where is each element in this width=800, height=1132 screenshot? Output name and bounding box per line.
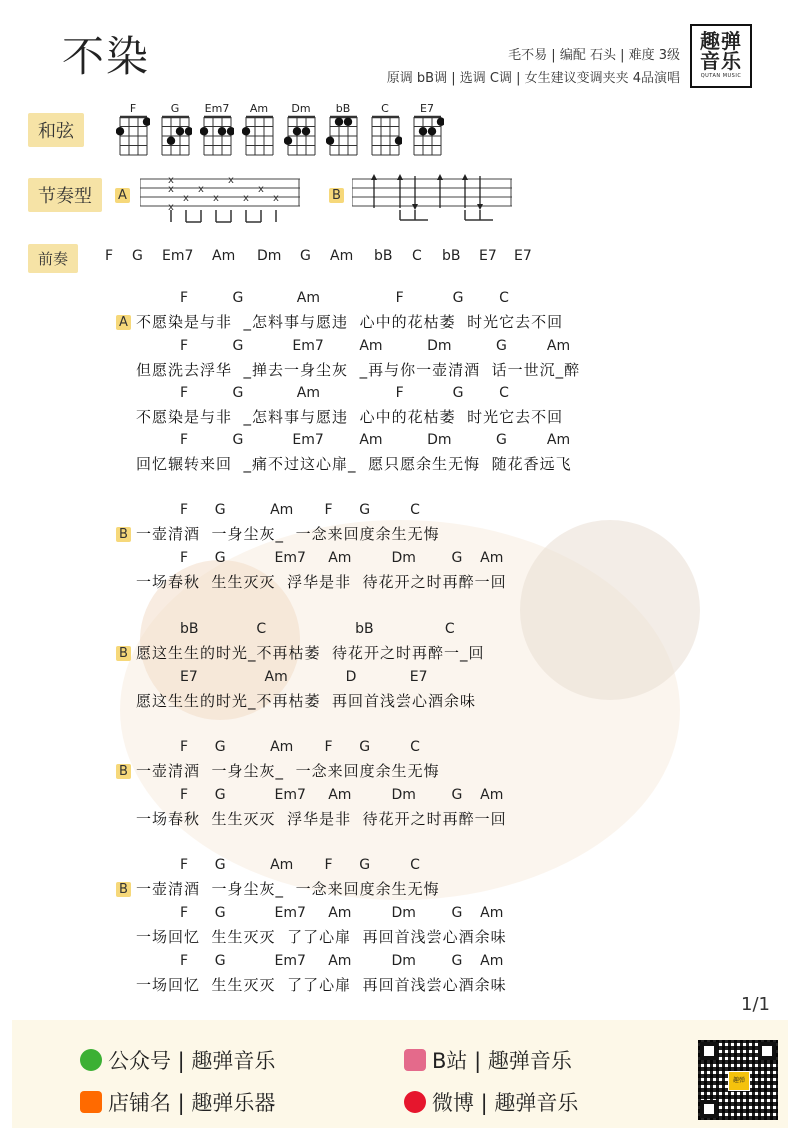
intro-chord: Am [330,248,354,264]
chord-diagram-name: Em7 [204,102,230,115]
chord-diagram [284,102,318,161]
chord-diagram-name: Dm [291,102,311,115]
rhythm-a-tag: A [115,188,130,203]
qr-eye [758,1042,776,1060]
footer-weibo[interactable] [404,1087,578,1117]
chord-line: F G Em7 Am Dm G Am [180,787,504,803]
chord-line: F G Am F G C [180,739,420,755]
lyric-line: 一场春秋 生生灭灭 浮华是非 待花开之时再醉一回 [136,573,507,591]
chord-diagram [368,102,402,161]
intro-chord: C [412,248,422,264]
svg-text:x: x [228,175,234,186]
lyric-line: 一场回忆 生生灭灭 了了心扉 再回首浅尝心酒余味 [136,976,507,994]
chord-line: F G Em7 Am Dm G Am [180,432,571,448]
taobao-icon [80,1091,102,1113]
chord-fretboard [284,115,318,157]
lyric-line: 愿这生生的时光_不再枯萎 待花开之时再醉一_回 [136,644,485,662]
bilibili-icon [404,1049,426,1071]
chord-fretboard [116,115,150,157]
lyric-line: 一场回忆 生生灭灭 了了心扉 再回首浅尝心酒余味 [136,928,507,946]
rhythm-pattern-a [140,174,300,226]
section-tag: B [116,764,131,779]
chord-fretboard [410,115,444,157]
intro-chord: F [105,248,114,264]
song-key-info: 原调 bB调 | 选调 C调 | 女生建议变调夹夹 4品演唱 [386,71,680,86]
svg-text:x: x [183,193,189,204]
chord-fretboard [326,115,360,157]
lyric-line: 回忆辗转来回 _痛不过这心扉_ 愿只愿余生无悔 随花香远飞 [136,455,572,473]
chord-fretboard [242,115,276,157]
chord-diagram [200,102,234,161]
footer-wechat[interactable] [80,1045,275,1075]
intro-chord: G [300,248,311,264]
intro-chord: bB [374,248,393,264]
chord-diagram-name: bB [335,102,351,115]
svg-text:x: x [273,193,279,204]
chord-diagram-name: Am [249,102,269,115]
qr-eye [700,1042,718,1060]
chord-diagram-name: F [129,102,137,115]
chord-line: F G Em7 Am Dm G Am [180,905,504,921]
chord-diagram [326,102,360,161]
intro-chord: G [132,248,143,264]
chord-diagram-name: C [381,102,389,115]
lyric-line: 一场春秋 生生灭灭 浮华是非 待花开之时再醉一回 [136,810,507,828]
chord-fretboard [158,115,192,157]
song-credits: 毛不易 | 编配 石头 | 难度 3级 [508,48,680,63]
lyric-line: 一壶清酒 一身尘灰_ 一念来回度余生无悔 [136,762,440,780]
intro-chord: Am [212,248,236,264]
footer-shop[interactable] [80,1087,275,1117]
svg-text:x: x [198,184,204,195]
intro-chord: E7 [479,248,497,264]
lyric-line: 但愿洗去浮华 _掸去一身尘灰 _再与你一壶清酒 话一世沉_醉 [136,361,581,379]
svg-text:x: x [168,202,174,213]
chord-line: F G Em7 Am Dm G Am [180,338,571,354]
intro-chord: E7 [514,248,532,264]
lyric-line: 一壶清酒 一身尘灰_ 一念来回度余生无悔 [136,525,440,543]
chord-line: F G Am F G C [180,290,509,306]
chord-line: F G Am F G C [180,502,420,518]
qr-eye [700,1100,718,1118]
section-tag: B [116,646,131,661]
svg-text:x: x [168,184,174,195]
chord-fretboard [368,115,402,157]
qr-code[interactable] [698,1040,778,1120]
background-character-right [520,520,700,700]
wechat-icon [80,1049,102,1071]
footer-weibo-text: 微博 | 趣弹音乐 [432,1091,579,1115]
svg-text:x: x [258,184,264,195]
page-number: 1/1 [741,994,770,1015]
logo-sub: QUTAN MUSIC [700,73,742,79]
lyric-line: 不愿染是与非 _怎料事与愿违 心中的花枯萎 时光它去不回 [136,408,564,426]
chord-line: F G Am F G C [180,385,509,401]
intro-chord: Em7 [162,248,194,264]
chord-line: bB C bB C [180,621,455,637]
chord-diagram [242,102,276,161]
intro-chord: bB [442,248,461,264]
chord-line: F G Am F G C [180,857,420,873]
chord-line: F G Em7 Am Dm G Am [180,953,504,969]
footer-bilibili[interactable] [404,1045,572,1075]
chord-fretboard [200,115,234,157]
logo-line-2: 音乐 [700,49,742,73]
chord-diagram-name: G [170,102,180,115]
chord-line: E7 Am D E7 [180,669,428,685]
rhythm-label: 节奏型 [28,178,102,212]
footer-bilibili-text: B站 | 趣弹音乐 [432,1049,572,1073]
brand-logo [690,24,752,88]
lyric-line: 一壶清酒 一身尘灰_ 一念来回度余生无悔 [136,880,440,898]
svg-text:x: x [243,193,249,204]
section-tag: B [116,527,131,542]
qr-center-logo: 趣弹 [728,1071,750,1091]
section-tag: B [116,882,131,897]
chord-diagram [158,102,192,161]
intro-chord: Dm [257,248,282,264]
weibo-icon [404,1091,426,1113]
svg-text:x: x [213,193,219,204]
chord-diagram [116,102,150,161]
song-title: 不染 [62,32,151,81]
rhythm-pattern-b [352,174,512,226]
footer-shop-text: 店铺名 | 趣弹乐器 [108,1091,276,1115]
chord-diagram [410,102,444,161]
lyric-line: 不愿染是与非 _怎料事与愿违 心中的花枯萎 时光它去不回 [136,313,564,331]
rhythm-b-tag: B [329,188,344,203]
section-tag: A [116,315,131,330]
logo-line-1: 趣弹 [700,29,742,53]
lyric-line: 愿这生生的时光_不再枯萎 再回首浅尝心酒余味 [136,692,477,710]
svg-text:x: x [168,175,174,186]
chords-label: 和弦 [28,113,84,147]
footer-wechat-text: 公众号 | 趣弹音乐 [108,1049,276,1073]
intro-label: 前奏 [28,244,78,273]
chord-line: F G Em7 Am Dm G Am [180,550,504,566]
chord-diagram-name: E7 [420,102,434,115]
